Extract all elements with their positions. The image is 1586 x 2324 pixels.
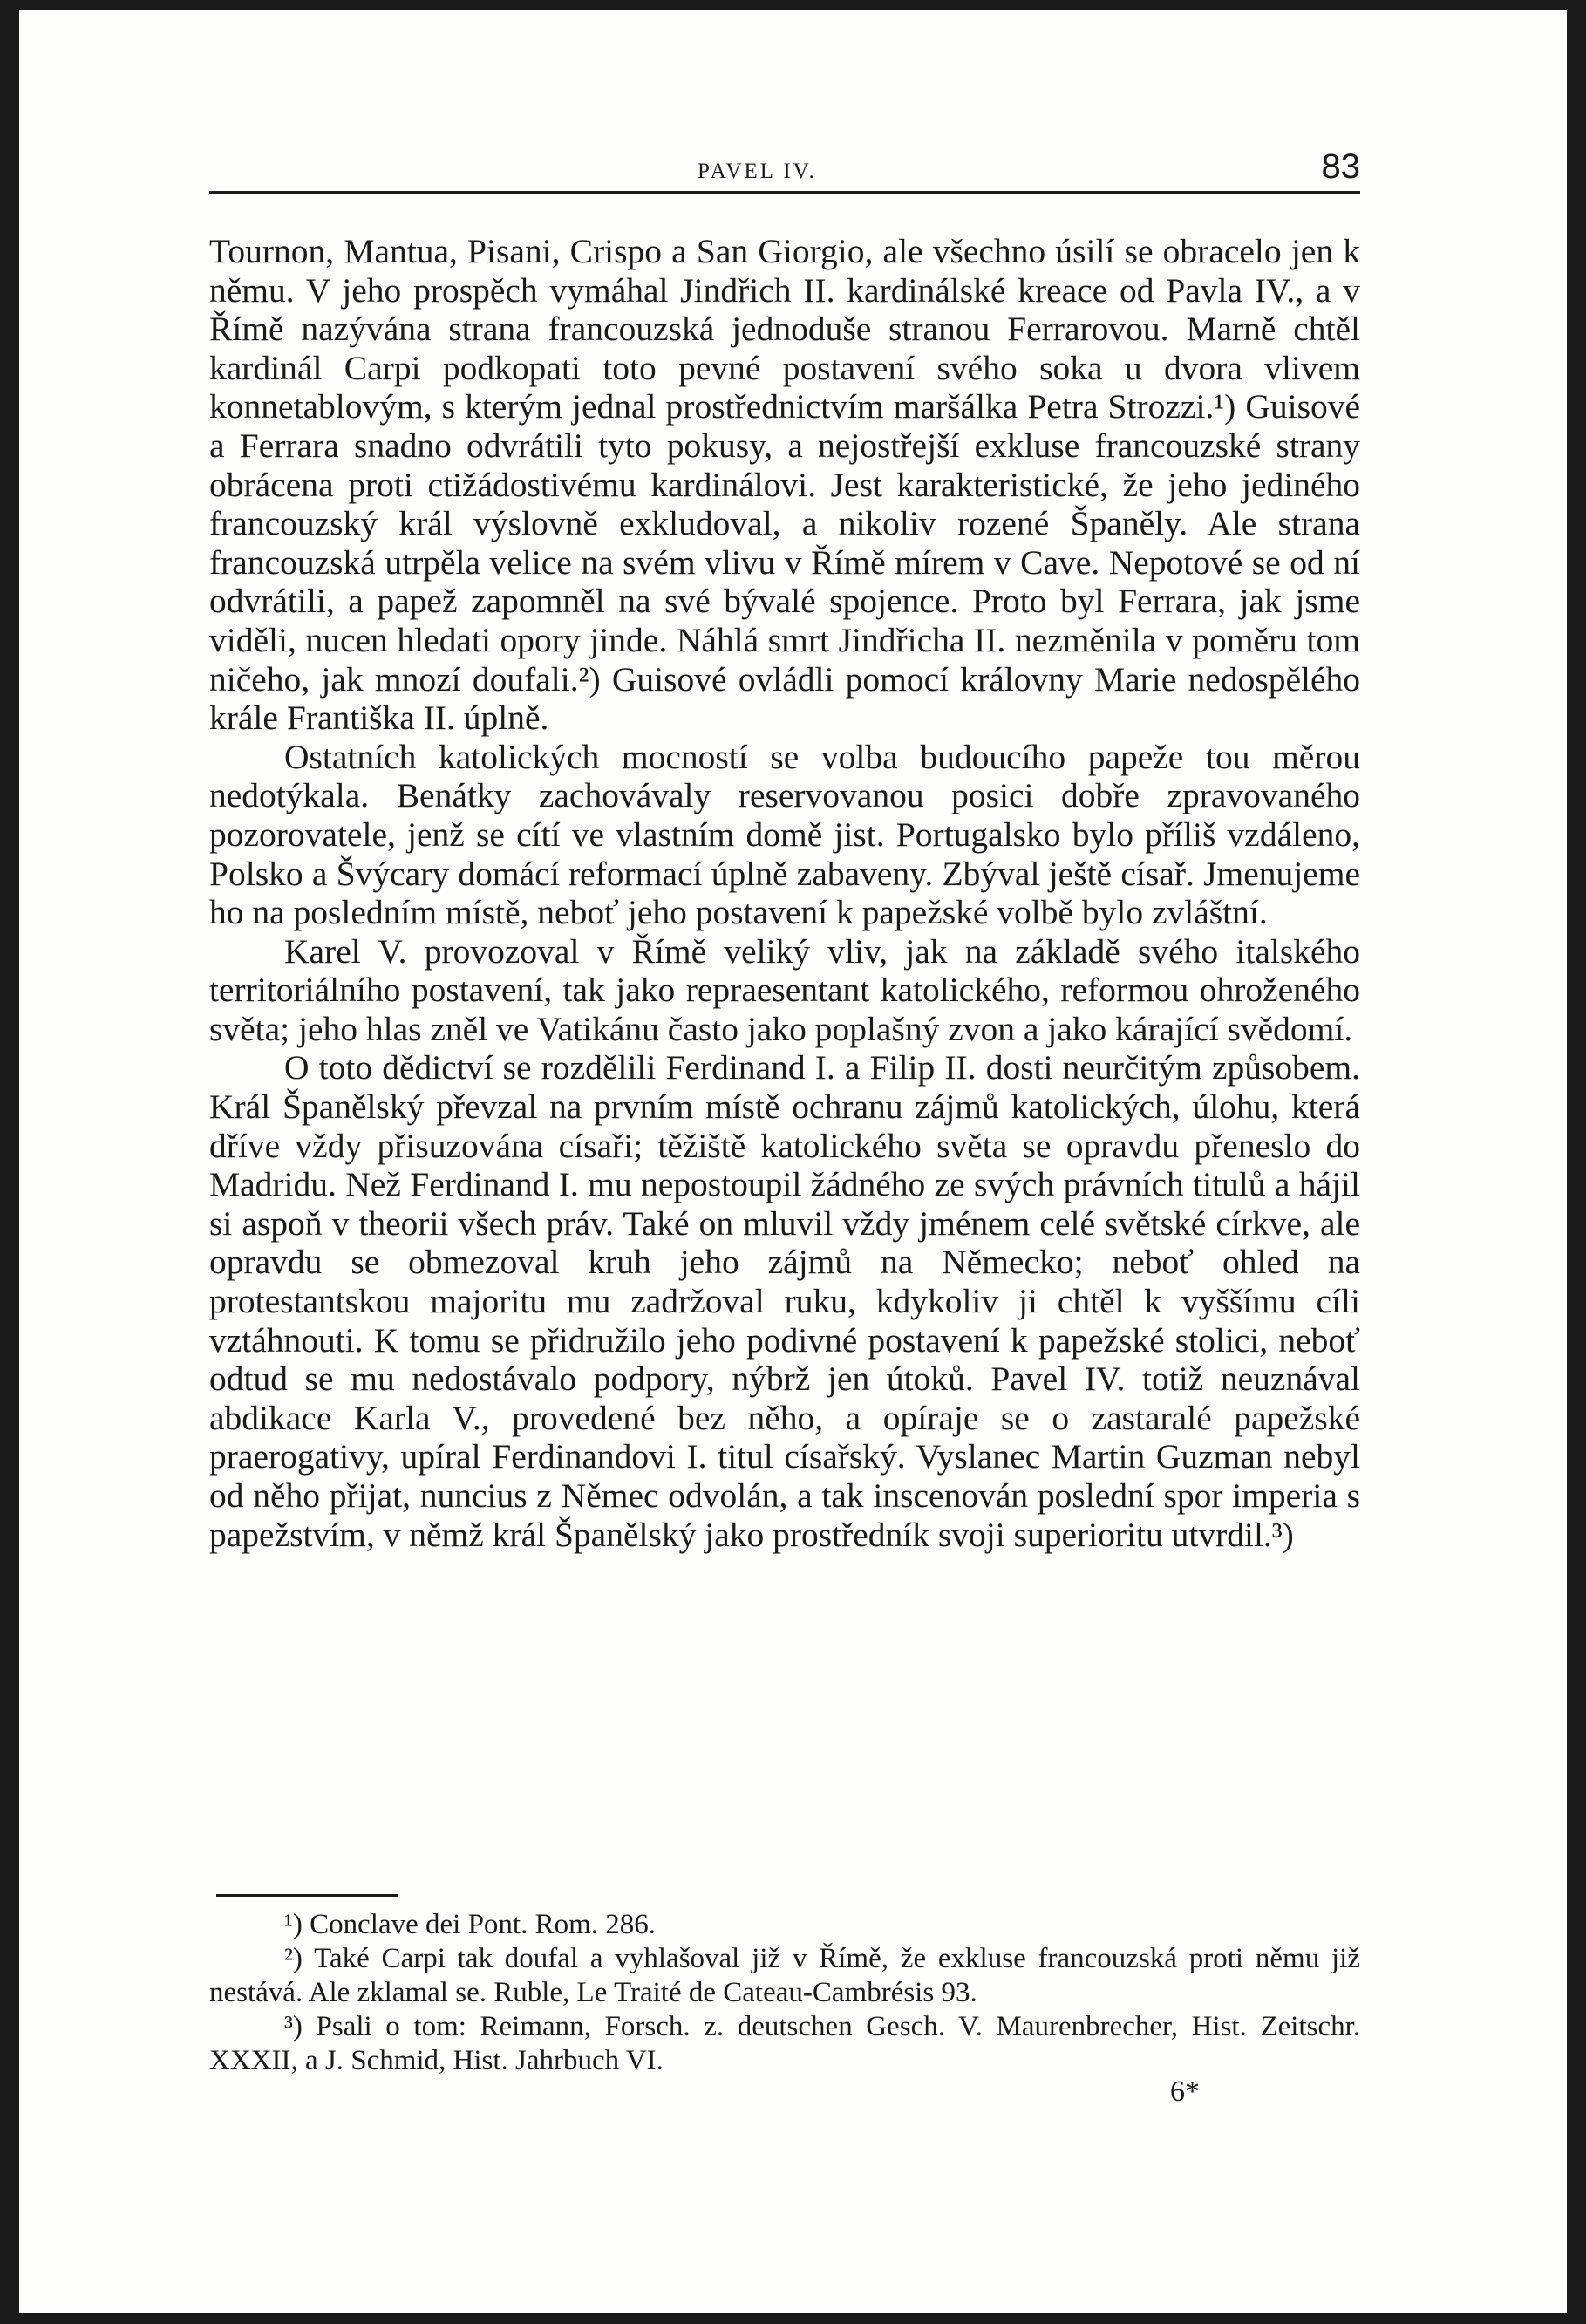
footnotes xyxy=(209,1908,1360,2078)
page-number: 83 xyxy=(1321,147,1360,186)
paragraph: Karel V. provozoval v Římě veliký vliv, jak na základě svého italského territoriálního postavení, tak jako repraesentant katolického, reformou ohroženého světa; jeho hlas zněl ve Vatikánu často jako poplašný zvon a jako kárající svědomí. xyxy=(209,931,1360,1048)
paragraph: Tournon, Mantua, Pisani, Crispo a San Giorgio, ale všechno úsilí se obracelo jen k němu. V jeho prospěch vymáhal Jindřich II. kardinálské kreace od Pavla IV., a v Římě nazývána strana francouzská jednoduše stranou Ferrarovou. Marně chtěl kardinál Carpi podkopati toto pevné postavení svého soka u dvora vlivem konnetablovým, s kterým jednal prostřednictvím maršálka Petra Strozzi.¹) Guisové a Ferrara snadno odvrátili tyto pokusy, a nejostřejší exkluse francouzské strany obrácena proti ctižádostivému kardinálovi. Jest karakteristické, že jeho jediného francouzský král výslovně exkludoval, a nikoliv rozené Španěly. Ale strana francouzská utrpěla velice na svém vlivu v Římě mírem v Cave. Nepotové se od ní odvrátili, a papež zapomněl na své bývalé spojence. Proto byl Ferrara, jak jsme viděli, nucen hledati opory jinde. Náhlá smrt Jindřicha II. nezměnila v poměru tom ničeho, jak mnozí doufali.²) Guisové ovládli pomocí královny Marie nedospělého krále Františka II. úplně. xyxy=(209,232,1360,738)
main-text xyxy=(209,232,1360,1554)
running-title: PAVEL IV. xyxy=(698,160,817,183)
footnote: ²) Také Carpi tak doufal a vyhlašoval již v Římě, že exkluse francouzská proti němu již nestává. Ale zklamal se. Ruble, Le Traité de Cateau-Cambrésis 93. xyxy=(209,1943,1360,2008)
page-header xyxy=(209,146,1360,194)
footnote: ¹) Conclave dei Pont. Rom. 286. xyxy=(284,1909,657,1940)
paragraph: Ostatních katolických mocností se volba budoucího papeže tou měrou nedotýkala. Benátky zachovávaly reservovanou posici dobře zpravovaného pozorovatele, jenž se cítí ve vlastním domě jist. Portugalsko bylo příliš vzdáleno, Polsko a Švýcary domácí reformací úplně zabaveny. Zbýval ještě císař. Jmenujeme ho na posledním místě, neboť jeho postavení k papežské volbě bylo zvláštní. xyxy=(209,737,1360,932)
footnote-divider xyxy=(216,1894,398,1897)
book-page xyxy=(19,10,1567,2313)
footnote: ³) Psali o tom: Reimann, Forsch. z. deutschen Gesch. V. Maurenbrecher, Hist. Zeitschr. XXXII, a J. Schmid, Hist. Jahrbuch VI. xyxy=(209,2011,1360,2076)
signature-mark: 6* xyxy=(1170,2075,1200,2108)
paragraph: O toto dědictví se rozdělili Ferdinand I. a Filip II. dosti neurčitým způsobem. Král Španělský převzal na prvním místě ochranu zájmů katolických, úlohu, která dříve vždy přisuzována císaři; těžiště katolického světa se opravdu přeneslo do Madridu. Než Ferdinand I. mu nepostoupil žádného ze svých právních titulů a hájil si aspoň v theorii všech práv. Také on mluvil vždy jménem celé světské církve, ale opravdu se obmezoval kruh jeho zájmů na Německo; neboť ohled na protestantskou majoritu mu zadržoval ruku, kdykoliv ji chtěl k vyššímu cíli vztáhnouti. K tomu se přidružilo jeho podivné postavení k papežské stolici, neboť odtud se mu nedostávalo podpory, nýbrž jen útoků. Pavel IV. totiž neuznával abdikace Karla V., provedené bez něho, a opíraje se o zastaralé papežské praerogativy, upíral Ferdinandovi I. titul císařský. Vyslanec Martin Guzman nebyl od něho přijat, nuncius z Němec odvolán, a tak inscenován poslední spor imperia s papežstvím, v němž král Španělský jako prostředník svoji superioritu utvrdil.³) xyxy=(209,1048,1360,1554)
